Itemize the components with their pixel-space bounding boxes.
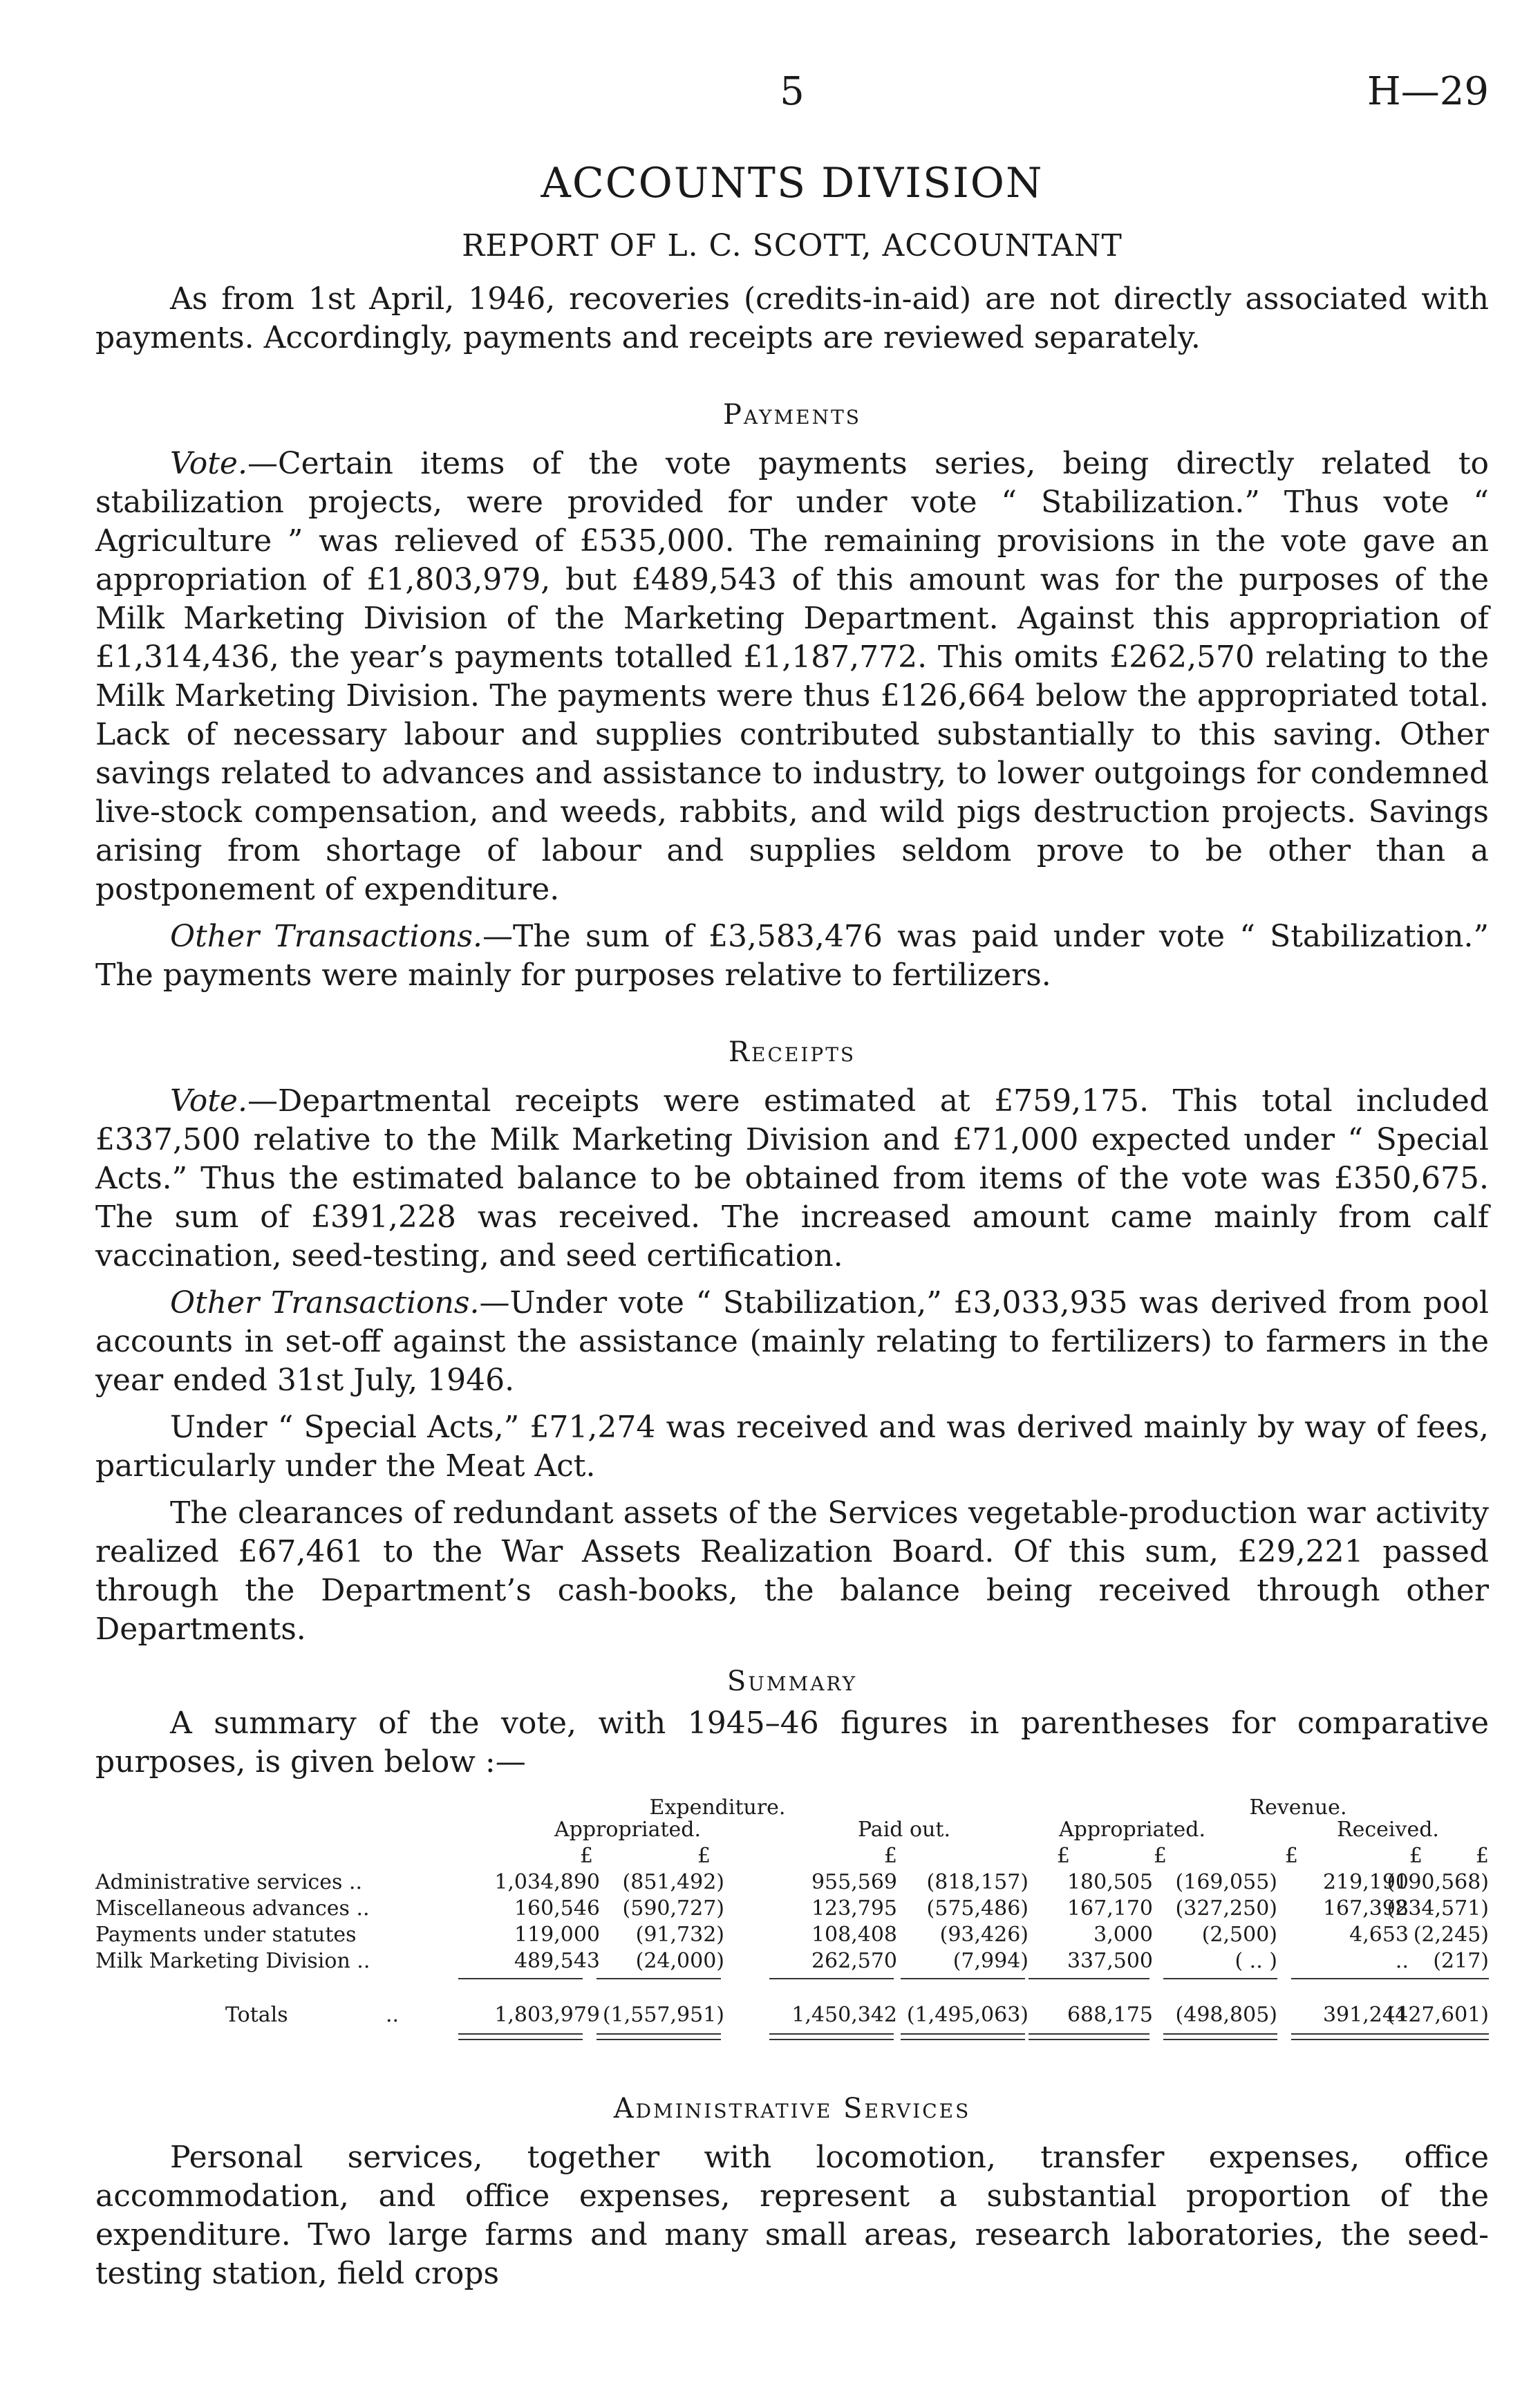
row-label-milk: Milk Marketing Division .. [95,1949,370,1973]
table-cell: (2,500) [1201,1923,1277,1947]
row-label-admin: Administrative services .. [95,1870,362,1894]
table-cell: 108,408 [811,1923,897,1947]
summary-intro: A summary of the vote, with 1945–46 figures in parentheses for comparative purposes, is given below :— [95,1706,1489,1780]
payments-heading: Payments [723,399,861,431]
totals-double-rule [1029,2033,1149,2035]
subtotal-rule [1388,1978,1489,1979]
subtotal-rule [597,1978,721,1979]
table-cell: 337,500 [1067,1949,1153,1973]
summary-table [95,1795,1489,2003]
totals-double-rule [769,2039,894,2040]
table-cell: 123,795 [811,1896,897,1921]
received-header: Received. [1337,1818,1439,1842]
payments-other-text: —The sum of £3,583,476 was paid under vote “ Stabilization.” The payments were mainly for purposes relative to fertilizers. [95,919,1489,993]
table-cell: (590,727) [622,1896,724,1921]
receipts-vote-paragraph [95,1082,1489,1276]
page-header [95,69,1489,131]
receipts-heading: Receipts [728,1036,856,1068]
receipts-other-text: —Under vote “ Stabilization,” £3,033,935 was derived from pool accounts in set-off against the assistance (mainly relating to fertilizers) to farmers in the year ended 31st July, 1946. [95,1285,1489,1398]
currency-col-8: £ [1475,1844,1489,1868]
totals-double-rule [1163,2033,1277,2035]
totals-double-rule [1163,2039,1277,2040]
appropriated-exp-header: Appropriated. [554,1818,702,1842]
subtotal-rule [458,1978,583,1979]
receipts-vote-label: Vote. [170,1083,247,1119]
totals-double-rule [597,2033,721,2035]
table-cell: 4,653 [1349,1923,1409,1947]
subtotal-rule [901,1978,1025,1979]
table-cell: (190,568) [1387,1870,1489,1894]
currency-col-6: £ [1284,1844,1298,1868]
table-cell: 219,190 [1322,1870,1409,1894]
totals-double-rule [1388,2033,1489,2035]
currency-col-5: £ [1153,1844,1167,1868]
summary-totals [95,2003,1489,2086]
payments-other-paragraph [95,917,1489,995]
currency-col-1: £ [579,1844,593,1868]
totals-label: Totals [225,2003,288,2027]
totals-double-rule [1388,2039,1489,2040]
totals-cell: (498,805) [1175,2003,1277,2027]
table-cell: (575,486) [926,1896,1029,1921]
totals-double-rule [597,2039,721,2040]
table-cell: .. [1395,1949,1409,1973]
totals-double-rule [901,2039,1025,2040]
row-label-statutes: Payments under statutes [95,1923,357,1947]
totals-cell: (1,557,951) [602,2003,724,2027]
table-cell: (327,250) [1175,1896,1277,1921]
subtotal-rule [1029,1978,1149,1979]
table-cell: (2,245) [1413,1923,1489,1947]
table-cell: (93,426) [939,1923,1029,1947]
document-page [95,69,1489,2293]
table-cell: 160,546 [514,1896,600,1921]
payments-vote-label: Vote. [170,446,247,481]
table-cell: 180,505 [1067,1870,1153,1894]
totals-cell: (1,495,063) [906,2003,1029,2027]
subtotal-rule [1163,1978,1277,1979]
totals-double-rule [769,2033,894,2035]
table-cell: (851,492) [622,1870,724,1894]
table-cell: 955,569 [811,1870,897,1894]
payments-other-label: Other Transactions. [170,919,482,954]
payments-vote-paragraph [95,445,1489,909]
table-cell: (169,055) [1175,1870,1277,1894]
subtotal-rule [769,1978,894,1979]
receipts-other-paragraph [95,1284,1489,1400]
table-cell: 489,543 [514,1949,600,1973]
totals-cell: 1,450,342 [791,2003,897,2027]
currency-col-7: £ [1409,1844,1422,1868]
table-cell: (217) [1433,1949,1489,1973]
table-cell: 119,000 [514,1923,600,1947]
totals-dots: .. [386,2003,400,2027]
table-cell: (24,000) [635,1949,724,1973]
receipts-vote-text: —Departmental receipts were estimated at £759,175. This total included £337,500 relative to the Milk Marketing Division and £71,000 expected under “ Special Acts.” Thus the estimated balance to be obtained from items of the vote was £350,675. The sum of £391,228 was received. The increased amount came mainly from calf vaccination, seed-testing, and seed certification. [95,1083,1489,1273]
currency-col-4: £ [1056,1844,1070,1868]
totals-double-rule [1029,2039,1149,2040]
report-subtitle: REPORT OF L. C. SCOTT, ACCOUNTANT [462,228,1123,263]
table-cell: 1,034,890 [494,1870,600,1894]
table-cell: 167,170 [1067,1896,1153,1921]
totals-cell: (427,601) [1387,2003,1489,2027]
payments-vote-text: —Certain items of the vote payments series, being directly related to stabilization projects, were provided for under vote “ Stabilization.” Thus vote “ Agriculture ” was relieved of £535,000. The remaining provisions in the vote gave an appropriation of £1,803,979, but £489,543 of this amount was for the purposes of the Milk Marketing Division of the Marketing Department. Against this appropriation of £1,314,436, the year’s payments totalled £1,187,772. This omits £262,570 relating to the Milk Marketing Division. The payments were thus £126,664 below the appropriated total. Lack of necessary labour and supplies contributed substantially to this saving. Other savings related to advances and assistance to industry, to lower outgoings for condemned live-stock compensation, and weeds, rabbits, and wild pigs destruction projects. Savings arising from shortage of labour and supplies seldom prove to be other than a postponement of expenditure. [95,446,1489,907]
currency-col-2: £ [697,1844,711,1868]
appropriated-rev-header: Appropriated. [1058,1818,1206,1842]
currency-col-3: £ [883,1844,897,1868]
expenditure-group-header: Expenditure. [649,1795,786,1820]
intro-paragraph: As from 1st April, 1946, recoveries (credits-in-aid) are not directly associated with payments. Accordingly, payments and receipts are reviewed separately. [95,281,1489,355]
admin-services-heading: Administrative Services [613,2093,971,2125]
totals-cell: 391,241 [1322,2003,1409,2027]
document-code: H—29 [1367,69,1489,114]
table-cell: 3,000 [1093,1923,1153,1947]
table-cell: (91,732) [635,1923,724,1947]
revenue-group-header: Revenue. [1249,1795,1347,1820]
division-title: ACCOUNTS DIVISION [541,159,1044,207]
table-cell: (818,157) [926,1870,1029,1894]
row-label-misc: Miscellaneous advances .. [95,1896,370,1921]
receipts-other-label: Other Transactions. [170,1285,480,1320]
totals-double-rule [458,2033,583,2035]
clearances-paragraph: The clearances of redundant assets of the Services vegetable-production war activity realized £67,461 to the War Assets Realization Board. Of this sum, £29,221 passed through the Department’s cash-books, the balance being received through other Departments. [95,1495,1489,1647]
paid-out-header: Paid out. [857,1818,951,1842]
table-cell: ( .. ) [1234,1949,1277,1973]
totals-cell: 1,803,979 [494,2003,600,2027]
summary-heading: Summary [726,1665,858,1697]
table-cell: 167,398 [1322,1896,1409,1921]
special-acts-paragraph: Under “ Special Acts,” £71,274 was received and was derived mainly by way of fees, particularly under the Meat Act. [95,1410,1489,1484]
totals-cell: 688,175 [1067,2003,1153,2027]
table-cell: (7,994) [952,1949,1029,1973]
table-cell: (234,571) [1387,1896,1489,1921]
totals-double-rule [901,2033,1025,2035]
table-cell: 262,570 [811,1949,897,1973]
page-number: 5 [780,69,805,114]
admin-services-paragraph: Personal services, together with locomotion, transfer expenses, office accommodation, and office expenses, represent a substantial proportion of the expenditure. Two large farms and many small areas, research laboratories, the seed-testing station, field crops [95,2140,1489,2291]
totals-double-rule [458,2039,583,2040]
